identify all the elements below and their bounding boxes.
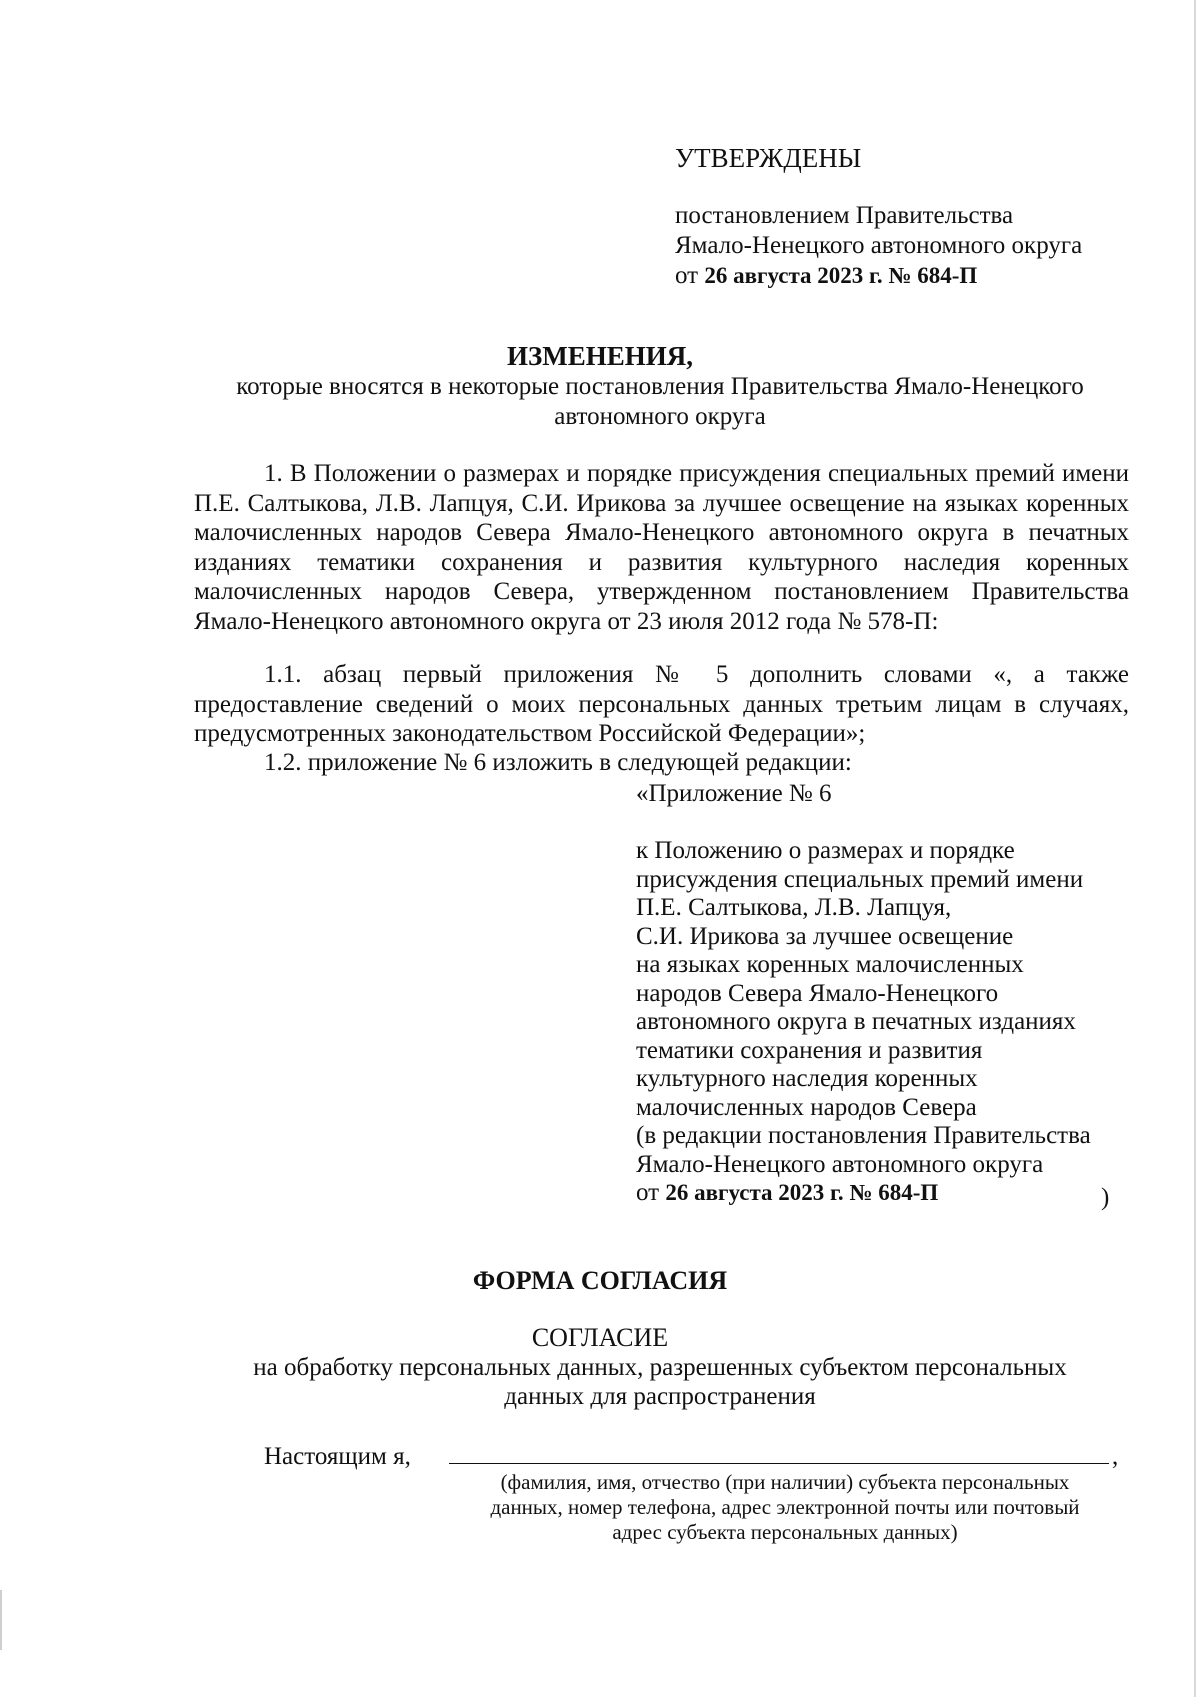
- annex-date: 26 августа 2023 г. № 684-П: [665, 1180, 939, 1205]
- consent-title: СОГЛАСИЕ: [531, 1323, 669, 1352]
- caption-line-2: данных, номер телефона, адрес электронной почты или почтовый: [490, 1495, 1080, 1519]
- paragraph-1: 1. В Положении о размерах и порядке присуждения специальных премий имени П.Е. Салтыкова, Л.В. Лапцуя, С.И. Ирикова за лучшее освещение на языках коренных малочисленных народов Севера Ямало-Ненецкого автономного округа в печатных изданиях тематики сохранения и развития культурного наследия коренных малочисленных народов Севера, утвержденном постановлением Правительства Ямало-Ненецкого автономного округа от 23 июля 2012 года № 578-П:: [194, 460, 1129, 635]
- annex-title: «Приложение № 6: [636, 780, 832, 807]
- consent-subtitle: [200, 1353, 1120, 1411]
- annex-line: С.И. Ирикова за лучшее освещение: [636, 922, 1014, 950]
- annex-line: Ямало-Ненецкого автономного округа: [636, 1150, 1044, 1178]
- approval-block: [675, 201, 1082, 291]
- annex-closing-paren: ): [1101, 1184, 1110, 1211]
- annex-line: народов Севера Ямало-Ненецкого: [636, 979, 999, 1007]
- consent-subtitle-line-2: данных для распространения: [504, 1383, 816, 1410]
- approval-line-1: постановлением Правительства: [675, 202, 1014, 229]
- approval-date-line: [675, 261, 1082, 291]
- approval-title: УТВЕРЖДЕНЫ: [675, 143, 862, 173]
- changes-subtitle-line-2: автономного округа: [554, 403, 766, 430]
- consent-subtitle-line-1: на обработку персональных данных, разрешенных субъектом персональных: [253, 1354, 1067, 1381]
- annex-line: культурного наследия коренных: [636, 1065, 978, 1092]
- annex-line: на языках коренных малочисленных: [636, 951, 1024, 978]
- annex-date-prefix: от: [636, 1179, 666, 1206]
- annex-line: П.Е. Салтыкова, Л.В. Лапцуя,: [636, 894, 952, 921]
- form-heading: ФОРМА СОГЛАСИЯ: [472, 1266, 728, 1295]
- annex-line: тематики сохранения и развития: [636, 1036, 983, 1064]
- changes-subtitle-line-1: которые вносятся в некоторые постановления Правительства Ямало-Ненецкого: [236, 373, 1084, 400]
- consent-start-text: Настоящим я,: [264, 1443, 411, 1470]
- annex-line: присуждения специальных премий имени: [636, 865, 1084, 893]
- paragraph-1-2: 1.2. приложение № 6 изложить в следующей редакции:: [264, 749, 852, 776]
- annex-line: (в редакции постановления Правительства: [636, 1122, 1091, 1149]
- approval-date: 26 августа 2023 г. № 684-П: [704, 263, 978, 288]
- caption-line-1: (фамилия, имя, отчество (при наличии) субъекта персональных: [500, 1470, 1070, 1494]
- subject-fill-line: [449, 1463, 1109, 1464]
- changes-heading: ИЗМЕНЕНИЯ,: [506, 341, 693, 371]
- annex-line: к Положению о размерах и порядке: [636, 837, 1015, 864]
- annex-date-line: [636, 1179, 1091, 1208]
- page-edge-shadow: [1194, 0, 1196, 1697]
- fill-line-comma: ,: [1112, 1443, 1119, 1470]
- fill-line-caption: [440, 1470, 1130, 1545]
- caption-line-3: адрес субъекта персональных данных): [612, 1520, 958, 1544]
- changes-subtitle: [190, 372, 1130, 432]
- approval-line-2: Ямало-Ненецкого автономного округа: [675, 232, 1083, 259]
- scan-edge-mark: [0, 1590, 2, 1650]
- approval-date-prefix: от: [675, 262, 705, 289]
- annex-block: [636, 837, 1091, 1208]
- annex-line: малочисленных народов Севера: [636, 1093, 977, 1121]
- paragraph-1-1: 1.1. абзац первый приложения № 5 дополнить словами «, а также предоставление сведений о моих персональных данных третьим лицам в случаях, предусмотренных законодательством Российской Федерации»;: [194, 661, 1129, 747]
- annex-line: автономного округа в печатных изданиях: [636, 1008, 1076, 1035]
